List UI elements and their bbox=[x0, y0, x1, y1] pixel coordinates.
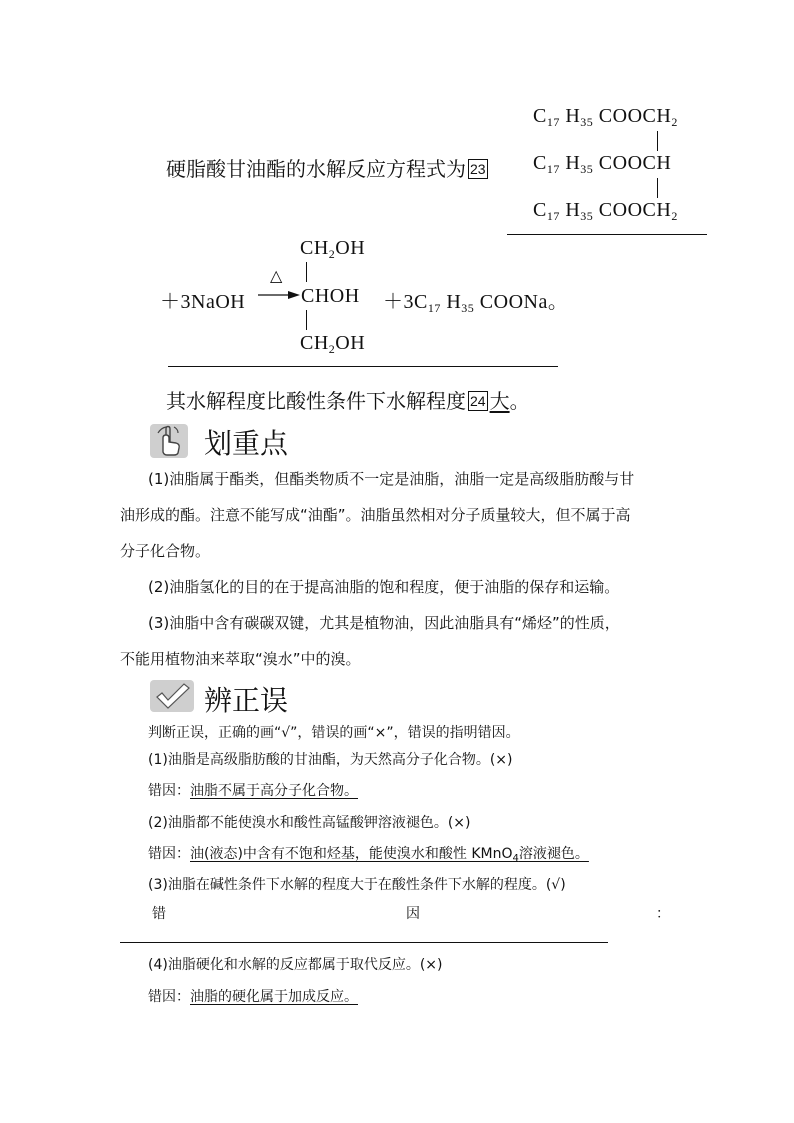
key-point-1-line-3: 分子化合物。 bbox=[120, 542, 211, 560]
judge-q3-answer-line bbox=[120, 942, 608, 943]
judge-q2: (2)油脂都不能使溴水和酸性高锰酸钾溶液褪色。(×) bbox=[148, 815, 471, 831]
ester-bond-1 bbox=[657, 131, 658, 151]
ester-bond-2 bbox=[657, 178, 658, 198]
answer-line-1 bbox=[507, 234, 707, 235]
glycerol-bond-2 bbox=[306, 310, 307, 330]
hand-pointer-icon bbox=[150, 424, 188, 458]
reaction-lead-text: 硬脂酸甘油酯的水解反应方程式为 23 bbox=[166, 157, 486, 181]
degree-sentence: 其水解程度比酸性条件下水解程度 24 大。 bbox=[166, 389, 530, 413]
judge-a4: 错因：油脂的硬化属于加成反应。 bbox=[148, 989, 358, 1005]
key-point-3-line-1: (3)油脂中含有碳碳双键，尤其是植物油，因此油脂具有“烯烃”的性质， bbox=[148, 614, 620, 632]
heat-symbol: △ bbox=[270, 266, 283, 285]
glycerol-bond-1 bbox=[306, 262, 307, 282]
judge-intro: 判断正误，正确的画“√”，错误的画“×”，错误的指明错因。 bbox=[148, 725, 520, 741]
degree-answer: 大 bbox=[489, 389, 510, 413]
judge-q3-label-cuo: 错 bbox=[152, 906, 166, 922]
key-point-3-line-2: 不能用植物油来萃取“溴水”中的溴。 bbox=[120, 650, 361, 668]
judge-title: 辨正误 bbox=[204, 684, 289, 717]
ester-row-1: $C_{17}$ $H_{35}$ $COOCH_2$ bbox=[533, 105, 678, 129]
judge-a2: 错因：油(液态)中含有不饱和烃基，能使溴水和酸性 KMnO$_4$溶液褪色。 bbox=[148, 846, 589, 864]
glycerol-bottom: $CH_2OH$ bbox=[300, 332, 366, 356]
glycerol-top: $CH_2OH$ bbox=[300, 237, 366, 261]
soap-term: $+3C_{17}$ $H_{35}$ COONa。 bbox=[383, 291, 569, 315]
key-points-title: 划重点 bbox=[204, 427, 289, 460]
key-point-1-line-1: (1)油脂属于酯类，但酯类物质不一定是油脂，油脂一定是高级脂肪酸与甘 bbox=[148, 470, 635, 488]
judge-a1: 错因：油脂不属于高分子化合物。 bbox=[148, 783, 358, 799]
key-point-1-line-2: 油形成的酯。注意不能写成“油酯”。油脂虽然相对分子质量较大，但不属于高 bbox=[120, 506, 631, 524]
judge-q1: (1)油脂是高级脂肪酸的甘油酯，为天然高分子化合物。(×) bbox=[148, 752, 513, 768]
glycerol-mid: CHOH bbox=[301, 285, 360, 307]
naoh-term: ＋3NaOH bbox=[160, 291, 246, 313]
reaction-arrow bbox=[258, 287, 302, 306]
blank-24-marker: 24 bbox=[470, 393, 486, 409]
ester-row-2: $C_{17}$ $H_{35}$ COOCH bbox=[533, 152, 672, 176]
judge-q4: (4)油脂硬化和水解的反应都属于取代反应。(×) bbox=[148, 957, 443, 973]
checkmark-icon bbox=[150, 680, 194, 712]
blank-23-marker: 23 bbox=[470, 161, 486, 177]
judge-q3-label-yin: 因 bbox=[406, 906, 420, 922]
ester-row-3: $C_{17}$ $H_{35}$ $COOCH_2$ bbox=[533, 199, 678, 223]
judge-q3: (3)油脂在碱性条件下水解的程度大于在酸性条件下水解的程度。(√) bbox=[148, 877, 566, 893]
answer-line-2 bbox=[168, 366, 558, 367]
judge-q3-label-colon: ： bbox=[656, 906, 670, 922]
key-point-2: (2)油脂氢化的目的在于提高油脂的饱和程度，便于油脂的保存和运输。 bbox=[148, 578, 620, 596]
